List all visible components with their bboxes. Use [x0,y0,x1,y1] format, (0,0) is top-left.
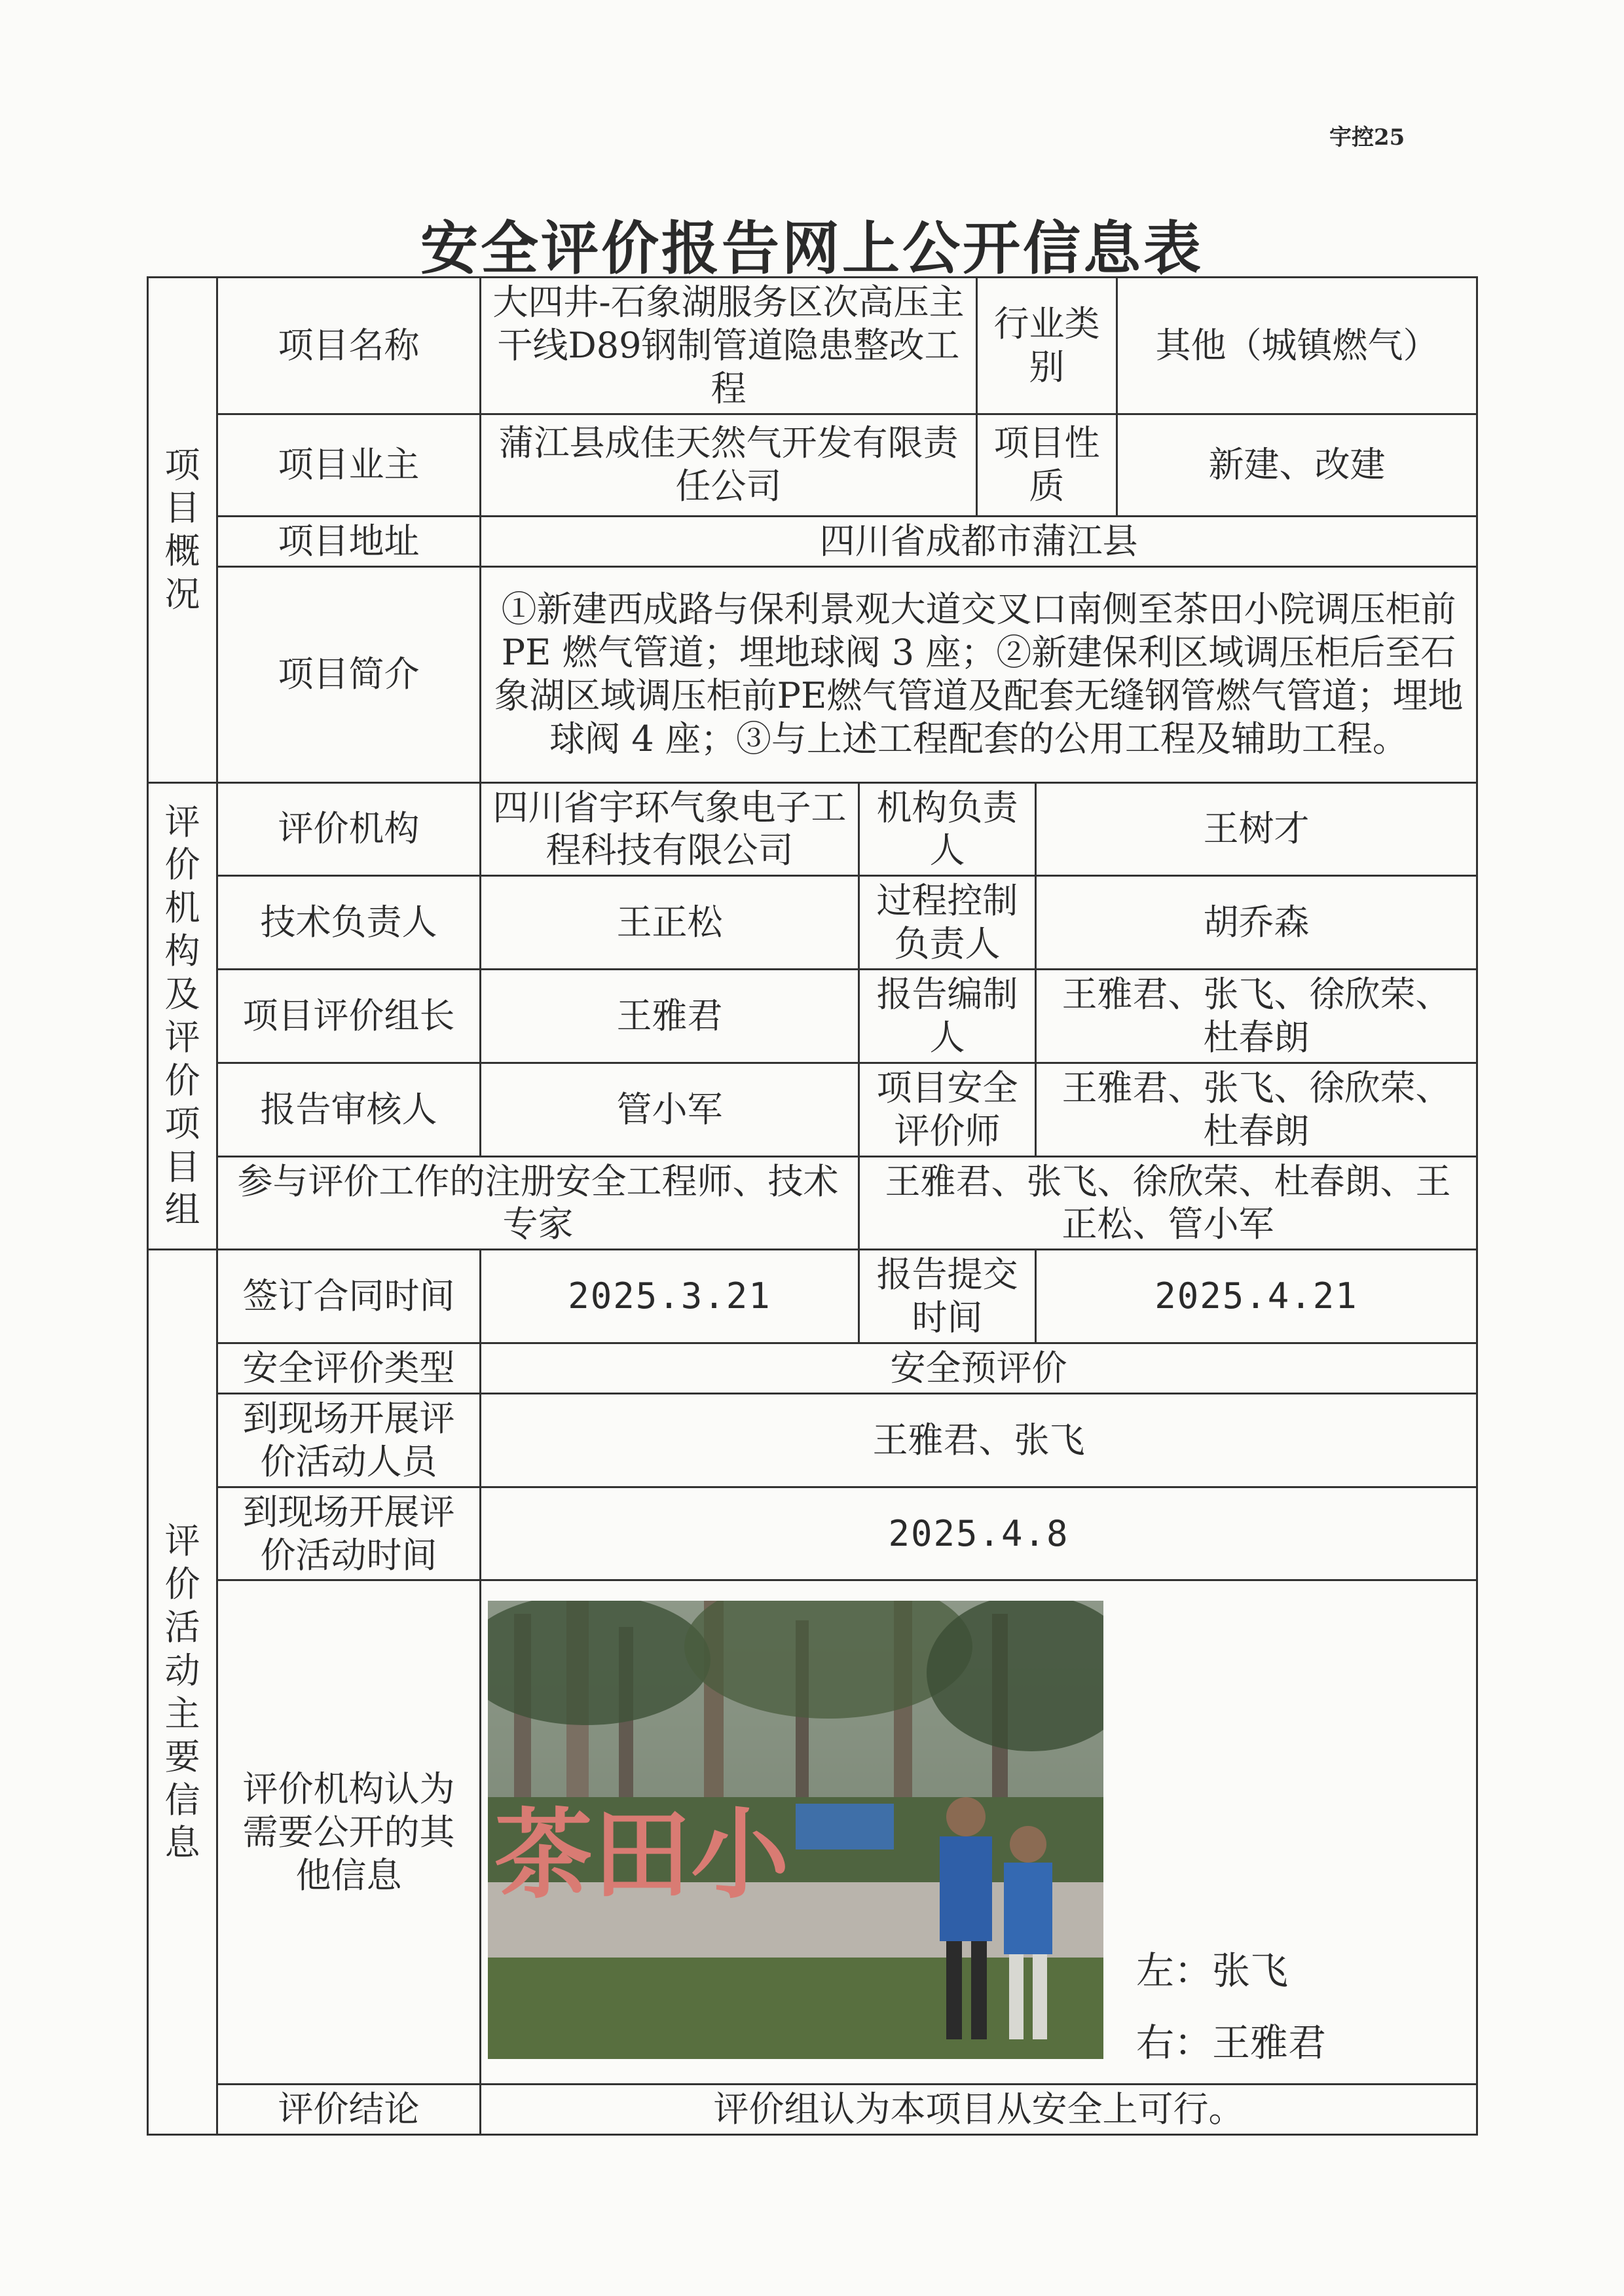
site-photo [488,1601,1103,2059]
owner-value: 蒲江县成佳天然气开发有限责任公司 [481,414,977,516]
intro-value: ①新建西成路与保利景观大道交叉口南侧至茶田小院调压柜前 PE 燃气管道；埋地球阀 3 座；②新建保利区域调压柜后至石象湖区域调压柜前PE燃气管道及配套无缝钢管燃气管道；埋地球阀 4 座；③与上述工程配套的公用工程及辅助工程。 [481,566,1477,782]
industry-value: 其他（城镇燃气） [1117,278,1477,414]
caption-left: 左：张飞 [1136,1948,1289,1994]
conclusion-value: 评价组认为本项目从安全上可行。 [481,2085,1477,2135]
nature-label: 项目性质 [977,414,1117,516]
eval-type-label: 安全评价类型 [217,1343,481,1394]
conclusion-label: 评价结论 [217,2085,481,2135]
agency-head-label: 机构负责人 [859,782,1036,876]
eval-type-value: 安全预评价 [481,1343,1477,1394]
experts-label: 参与评价工作的注册安全工程师、技术专家 [217,1156,859,1250]
other-info-label: 评价机构认为需要公开的其他信息 [217,1580,481,2085]
project-name-value: 大四井-石象湖服务区次高压主干线D89钢制管道隐患整改工程 [481,278,977,414]
nature-value: 新建、改建 [1117,414,1477,516]
assessor-label: 项目安全评价师 [859,1063,1036,1156]
tech-head-label: 技术负责人 [217,876,481,970]
other-info-cell [481,1580,1477,2085]
section-overview: 项目概况 [148,278,217,783]
caption-right: 右：王雅君 [1136,2020,1327,2066]
site-date-label: 到现场开展评价活动时间 [217,1487,481,1580]
page-title: 安全评价报告网上公开信息表 [420,214,1204,282]
submit-date-value: 2025.4.21 [1036,1250,1477,1343]
team-leader-label: 项目评价组长 [217,970,481,1063]
reviewer-label: 报告审核人 [217,1063,481,1156]
tech-head-value: 王正松 [481,876,859,970]
contract-date-value: 2025.3.21 [481,1250,859,1343]
site-staff-label: 到现场开展评价活动人员 [217,1393,481,1487]
submit-date-label: 报告提交时间 [859,1250,1036,1343]
project-name-label: 项目名称 [217,278,481,414]
address-value: 四川省成都市蒲江县 [481,516,1477,566]
process-head-label: 过程控制负责人 [859,876,1036,970]
agency-head-value: 王树才 [1036,782,1477,876]
document-code: 宇控25 [1329,124,1405,151]
compiler-value: 王雅君、张飞、徐欣荣、杜春朗 [1036,970,1477,1063]
section-activity: 评价活动主要信息 [148,1250,217,2135]
industry-label: 行业类别 [977,278,1117,414]
owner-label: 项目业主 [217,414,481,516]
team-leader-value: 王雅君 [481,970,859,1063]
assessor-value: 王雅君、张飞、徐欣荣、杜春朗 [1036,1063,1477,1156]
info-table [147,276,1478,2136]
agency-label: 评价机构 [217,782,481,876]
compiler-label: 报告编制人 [859,970,1036,1063]
photo-sign-text: 茶田小 [494,1798,790,1913]
address-label: 项目地址 [217,516,481,566]
process-head-value: 胡乔森 [1036,876,1477,970]
agency-value: 四川省宇环气象电子工程科技有限公司 [481,782,859,876]
experts-value: 王雅君、张飞、徐欣荣、杜春朗、王正松、管小军 [859,1156,1477,1250]
intro-label: 项目简介 [217,566,481,782]
section-org: 评价机构及评价项目组 [148,782,217,1250]
reviewer-value: 管小军 [481,1063,859,1156]
site-date-value: 2025.4.8 [481,1487,1477,1580]
contract-date-label: 签订合同时间 [217,1250,481,1343]
site-staff-value: 王雅君、张飞 [481,1393,1477,1487]
